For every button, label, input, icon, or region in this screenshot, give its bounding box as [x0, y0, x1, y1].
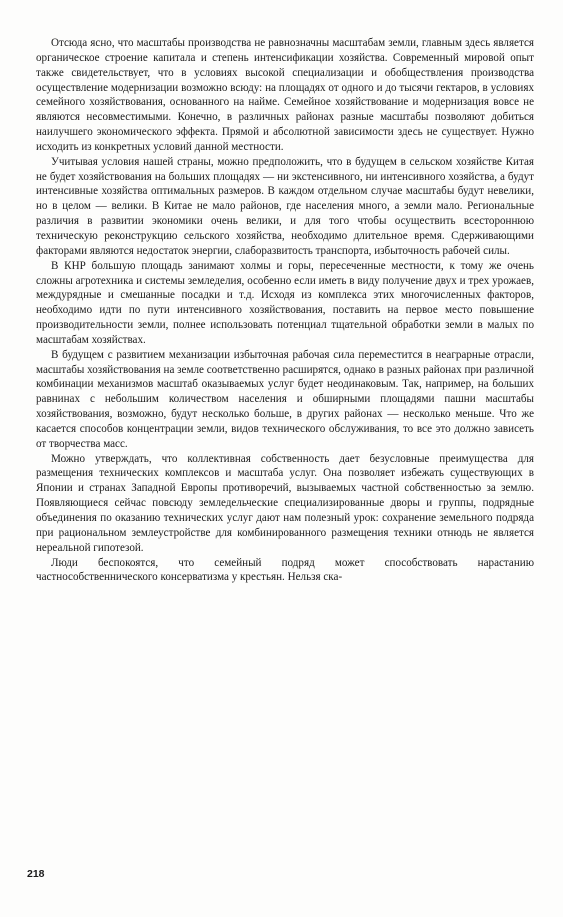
paragraph: Можно утверждать, что коллективная собственность дает безусловные преимущества для размещения технических комплексов и масштаба услуг. Она позволяет избежать существующих в Японии и странах Западной Европы противоречий, вызываемых частной собственностью за землю. Появляющиеся сейчас повсюду земледельческие специализированные дворы и группы, подрядные объединения по оказанию технических услуг дают нам полезный урок: сохранение земельного подряда при рациональном землеустройстве для комбинированного размещения техники отнюдь не является нереальной гипотезой.: [36, 452, 534, 554]
paragraph: В КНР большую площадь занимают холмы и горы, пересеченные местности, к тому же очень сложны агротехника и системы земледелия, особенно если иметь в виду получение двух и трех урожаев, междурядные и смешанные посадки и т.д. Исходя из комплекса этих многочисленных факторов, необходимо идти по пути интенсивного хозяйствования, поставить на первое место повышение производительности земли, полнее использовать потенциал тщательной обработки земли в малых по масштабам хозяйствах.: [36, 259, 534, 346]
paragraph: В будущем с развитием механизации избыточная рабочая сила переместится в неаграрные отрасли, масштабы хозяйствования на земле соответственно расширятся, однако в разных районах при различной комбинации механизмов масштаб оказываемых услуг будет неодинаковым. Так, например, на больших равнинах с небольшим количеством населения и обширными площадями пашни масштабы хозяйствования, возможно, будут несколько больше, в других районах — несколько меньше. Что же касается способов концентрации земли, видов технического обслуживания, то все это должно зависеть от творчества масс.: [36, 348, 534, 450]
paragraph: Отсюда ясно, что масштабы производства не равнозначны масштабам земли, главным здесь является органическое строение капитала и степень интенсификации хозяйства. Современный мировой опыт также свидетельствует, что в условиях высокой специализации и обобществления производства осуществление модернизации возможно всюду: на площадях от одного и до тысячи гектаров, в условиях семейного хозяйствования, основанного на найме. Семейное хозяйствование и модернизация вовсе не являются несовместимыми. Конечно, в различных районах разные масштабы позволяют добиться наилучшего экономического эффекта. Прямой и абсолютной зависимости здесь не существует. Нужно исходить из конкретных условий данной местности.: [36, 37, 534, 153]
paragraph: Учитывая условия нашей страны, можно предположить, что в будущем в сельском хозяйстве Китая не будет хозяйствования на больших площадях — ни экстенсивного, ни интенсивного хозяйства, а будут интенсивные хозяйства оптимальных размеров. В каждом отдельном случае масштабы будут невелики, но в целом — велики. В Китае не мало районов, где населения много, а земли мало. Региональные различия в развитии экономики очень велики, и для того чтобы осуществить всестороннюю техническую реконструкцию сельского хозяйства, необходимо длительное время. Сдерживающими факторами являются недостаток энергии, слаборазвитость транспорта, избыточность рабочей силы.: [36, 155, 534, 257]
paragraph: Люди беспокоятся, что семейный подряд может способствовать нарастанию частнособственнического консерватизма у крестьян. Нельзя ска-: [36, 556, 534, 584]
page-number: 218: [27, 868, 45, 880]
body-text: [36, 36, 534, 585]
